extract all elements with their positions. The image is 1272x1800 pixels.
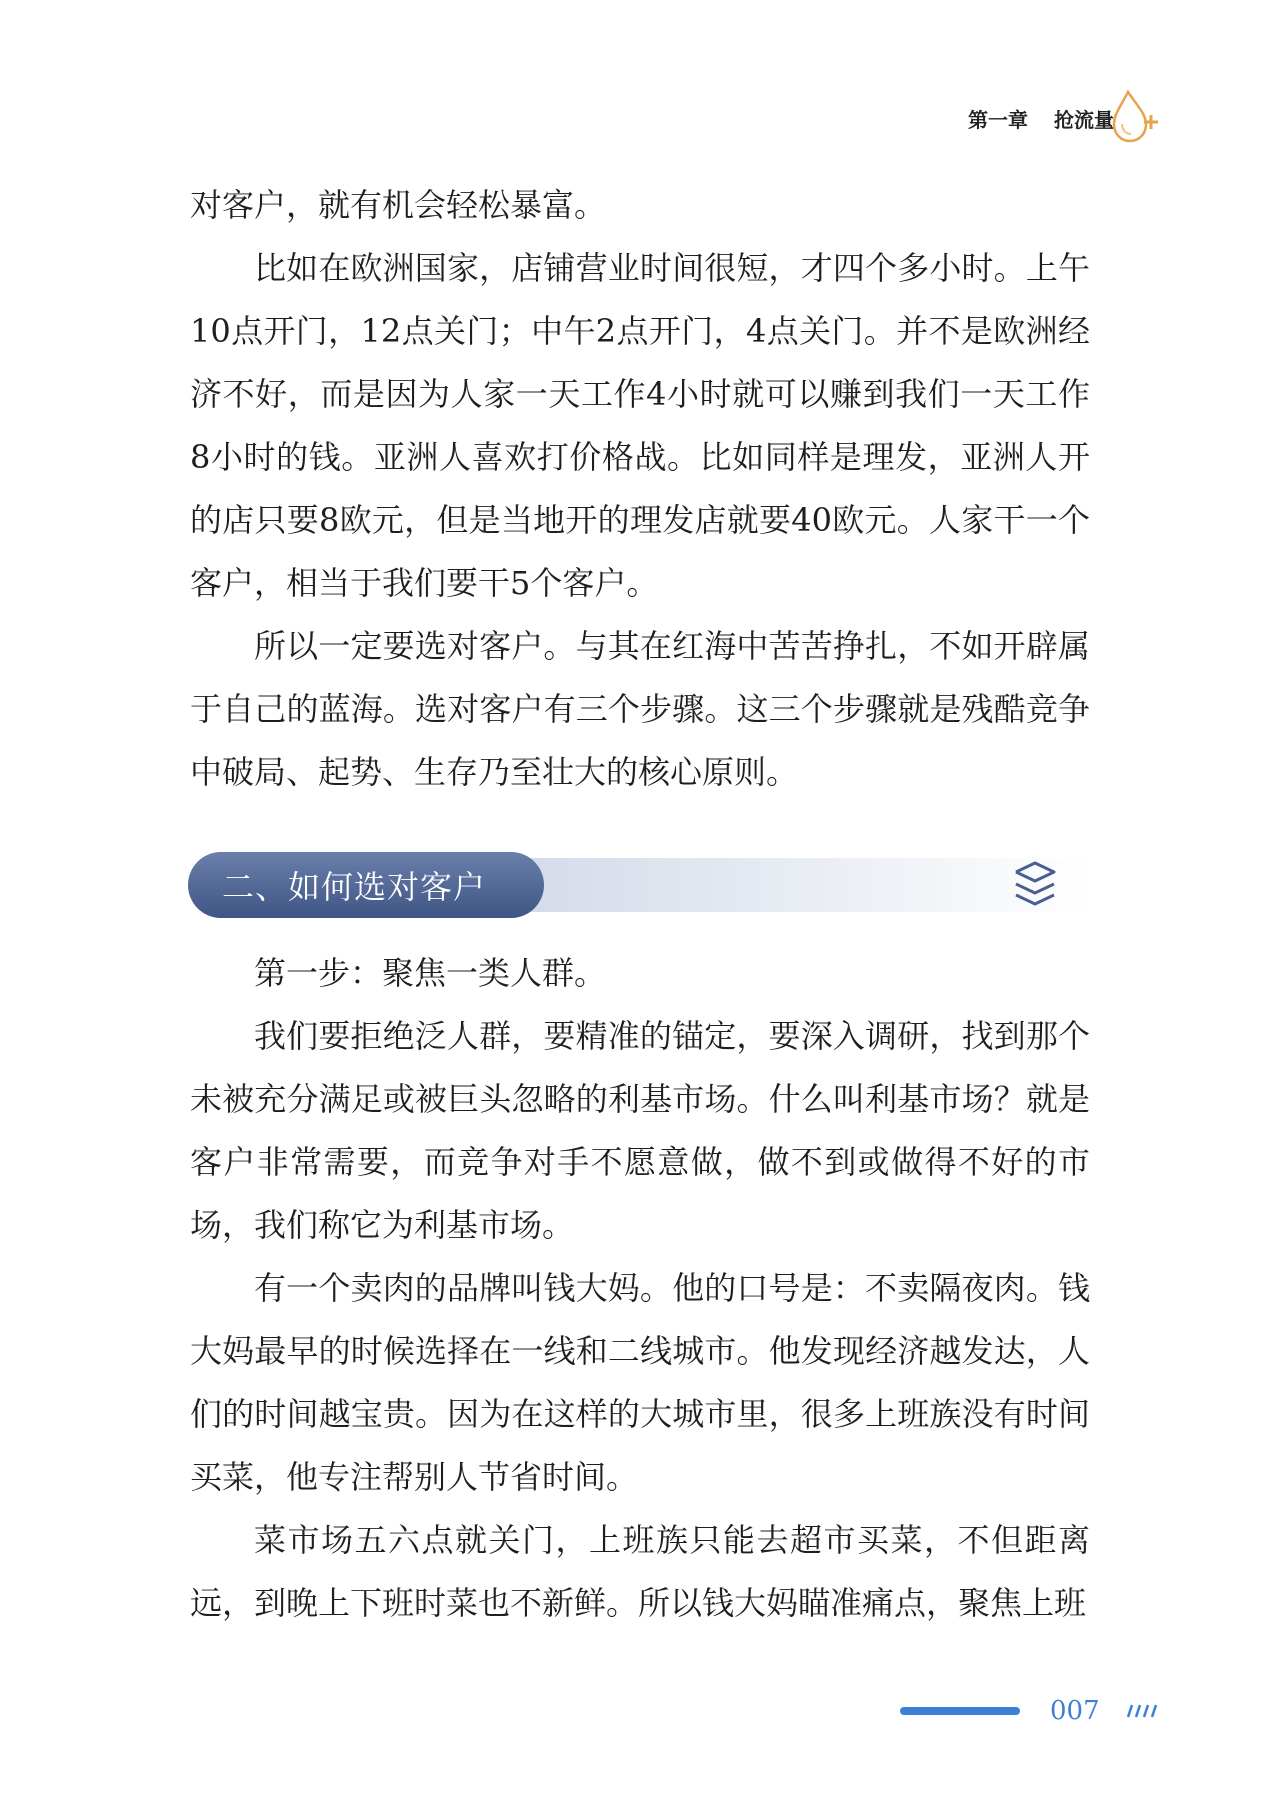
- water-drop-plus-icon: [1108, 86, 1160, 146]
- page-number: 007: [1050, 1696, 1100, 1726]
- chapter-title: 抢流量: [1054, 108, 1114, 132]
- paragraph: 我们要拒绝泛人群，要精准的锚定，要深入调研，找到那个未被充分满足或被巨头忽略的利基市场。什么叫利基市场？就是客户非常需要，而竞争对手不愿意做，做不到或做得不好的市场，我们称它为利基市场。: [190, 1017, 1090, 1244]
- chapter-number: 第一章: [968, 108, 1028, 132]
- running-header: [968, 104, 1114, 133]
- paragraph: 第一步：聚焦一类人群。: [254, 954, 607, 992]
- slash-ticks-icon: [1122, 1703, 1162, 1719]
- body-text-top: [190, 174, 1090, 804]
- paragraph: 菜市场五六点就关门，上班族只能去超市买菜，不但距离远，到晚上下班时菜也不新鲜。所以钱大妈瞄准痛点，聚焦上班: [190, 1521, 1090, 1622]
- paragraph: 比如在欧洲国家，店铺营业时间很短，才四个多小时。上午10点开门，12点关门；中午2点开门，4点关门。并不是欧洲经济不好，而是因为人家一天工作4小时就可以赚到我们一天工作8小时的钱。亚洲人喜欢打价格战。比如同样是理发，亚洲人开的店只要8欧元，但是当地开的理发店就要40欧元。人家干一个客户，相当于我们要干5个客户。: [190, 249, 1090, 602]
- section-title: 二、如何选对客户: [222, 868, 487, 906]
- paragraph: 所以一定要选对客户。与其在红海中苦苦挣扎，不如开辟属于自己的蓝海。选对客户有三个步骤。这三个步骤就是残酷竞争中破局、起势、生存乃至壮大的核心原则。: [190, 627, 1090, 791]
- paragraph: 对客户，就有机会轻松暴富。: [190, 186, 607, 224]
- body-text-bottom: [190, 942, 1090, 1635]
- heading-pill: [188, 852, 544, 918]
- page-accent-bar: [900, 1707, 1020, 1715]
- section-heading: [188, 852, 1092, 918]
- paragraph: 有一个卖肉的品牌叫钱大妈。他的口号是：不卖隔夜肉。钱大妈最早的时候选择在一线和二线城市。他发现经济越发达，人们的时间越宝贵。因为在这样的大城市里，很多上班族没有时间买菜，他专注帮别人节省时间。: [190, 1269, 1090, 1496]
- page-footer: [900, 1696, 1162, 1726]
- layers-icon: [1012, 860, 1058, 910]
